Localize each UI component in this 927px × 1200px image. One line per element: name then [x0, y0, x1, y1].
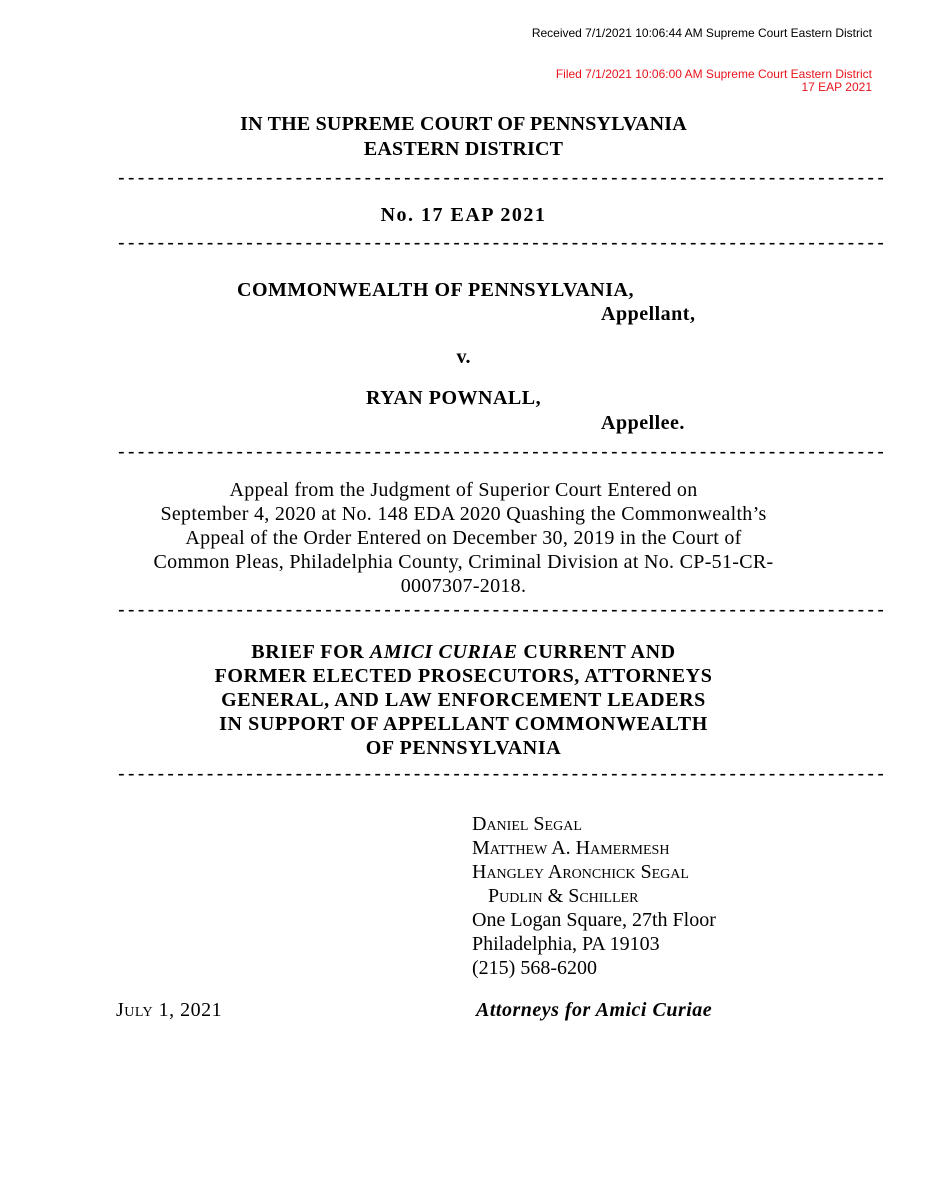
brief-title-line3: GENERAL, AND LAW ENFORCEMENT LEADERS: [221, 689, 706, 711]
separator: ------------------------------------------------------------------------------: [118, 232, 888, 254]
law-firm-name: Hangley Aronchick Segal: [472, 861, 689, 883]
brief-title-line4: IN SUPPORT OF APPELLANT COMMONWEALTH: [219, 713, 708, 735]
brief-title-line2: FORMER ELECTED PROSECUTORS, ATTORNEYS: [214, 665, 713, 687]
address-line: Philadelphia, PA 19103: [472, 933, 660, 955]
brief-prefix: BRIEF FOR: [251, 641, 370, 663]
brief-title-line5: OF PENNSYLVANIA: [365, 737, 562, 759]
court-district: EASTERN DISTRICT: [363, 138, 564, 160]
address-line: One Logan Square, 27th Floor: [472, 909, 716, 931]
separator: ------------------------------------------------------------------------------: [118, 441, 888, 463]
appeal-line: September 4, 2020 at No. 148 EDA 2020 Quashing the Commonwealth’s: [160, 503, 767, 525]
counsel-name: Matthew A. Hamermesh: [472, 837, 670, 859]
amici-curiae-italic: AMICI CURIAE: [369, 641, 518, 663]
brief-title: [0, 640, 927, 760]
separator: ------------------------------------------------------------------------------: [118, 599, 888, 621]
case-number: No. 17 EAP 2021: [380, 204, 547, 226]
counsel-name: Daniel Segal: [472, 813, 582, 835]
filing-date: July 1, 2021: [116, 999, 223, 1021]
appellant-name: COMMONWEALTH OF PENNSYLVANIA,: [237, 279, 634, 301]
appeal-line: Appeal from the Judgment of Superior Court Entered on: [229, 479, 698, 501]
separator: ------------------------------------------------------------------------------: [118, 763, 888, 785]
appeal-description: [0, 478, 927, 598]
filed-stamp-docket: 17 EAP 2021: [801, 80, 872, 94]
separator: ------------------------------------------------------------------------------: [118, 167, 888, 189]
filed-stamp: [556, 68, 872, 94]
appeal-line: 0007307-2018.: [400, 575, 527, 597]
appellee-name: RYAN POWNALL,: [366, 387, 542, 409]
brief-title-line1: [0, 640, 927, 664]
court-name: IN THE SUPREME COURT OF PENNSYLVANIA: [240, 113, 687, 135]
received-stamp: Received 7/1/2021 10:06:44 AM Supreme Court Eastern District: [531, 26, 872, 40]
counsel-block: [472, 812, 716, 980]
appellant-role: Appellant,: [601, 303, 696, 325]
filed-stamp-line1: Filed 7/1/2021 10:06:00 AM Supreme Court Eastern District: [555, 67, 872, 81]
phone-number: (215) 568-6200: [472, 957, 597, 979]
versus: v.: [456, 346, 471, 368]
court-heading: [0, 112, 927, 162]
law-firm-name-cont: Pudlin & Schiller: [488, 885, 639, 907]
attorneys-for: Attorneys for Amici Curiae: [476, 999, 713, 1021]
appellee-role: Appellee.: [601, 412, 685, 434]
brief-line1-rest: CURRENT AND: [517, 641, 676, 663]
appeal-line: Common Pleas, Philadelphia County, Criminal Division at No. CP-51-CR-: [153, 551, 774, 573]
appeal-line: Appeal of the Order Entered on December 30, 2019 in the Court of: [185, 527, 742, 549]
